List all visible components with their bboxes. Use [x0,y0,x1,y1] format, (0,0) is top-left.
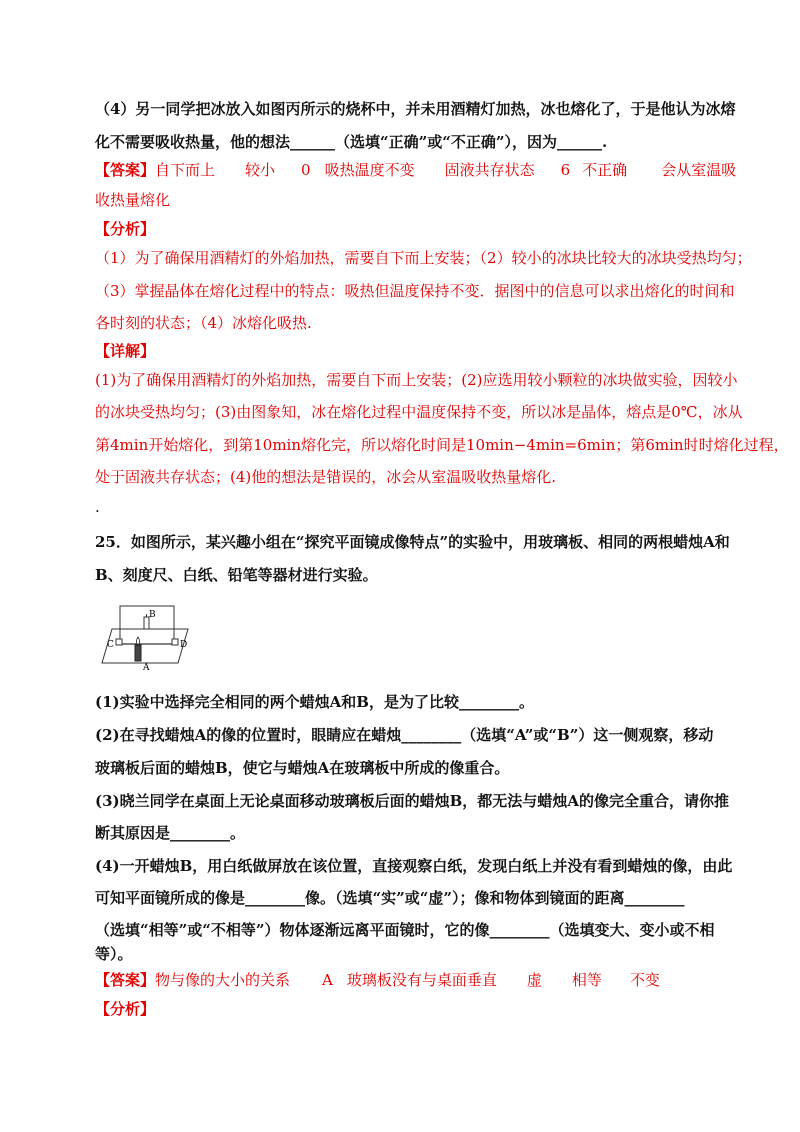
label-b: B [149,610,156,620]
answer-item: 相等 [571,971,602,989]
question-part: (4)一开蜡烛B，用白纸做屏放在该位置，直接观察白纸，发现白纸上并没有看到蜡烛的像，由此 [95,857,733,875]
flame-icon [137,637,140,645]
analysis-tag: 【分析】 [95,220,156,238]
answer-line [95,160,736,180]
question-part: 等）。 [95,945,133,963]
answer-item: 6 [560,161,571,179]
answer-continuation: 收热量熔化 [95,191,171,209]
question-part: (2)在寻找蜡烛A的像的位置时，眼睛应在蜡烛________（选填“A”或“B”）这一侧观察，移动 [95,726,714,744]
answer-item: 不正确 [582,161,628,179]
question-part: （选填“相等”或“不相等”）物体逐渐远离平面镜时，它的像________（选填变大、变小或不相 [95,921,715,939]
label-c: C [107,640,114,650]
question-stem: 25．如图所示，某兴趣小组在“探究平面镜成像特点”的实验中，用玻璃板、相同的两根蜡烛A和 [95,533,730,551]
question-text: （4）另一同学把冰放入如图丙所示的烧杯中，并未用酒精灯加热，冰也熔化了，于是他认为冰熔 [95,100,736,118]
answer-item: 不变 [629,971,660,989]
answer-item: 玻璃板没有与桌面垂直 [346,971,497,989]
question-part: 断其原因是________。 [95,824,246,842]
detail-tag: 【详解】 [95,342,156,360]
question-part: (3)晓兰同学在桌面上无论桌面移动玻璃板后面的蜡烛B，都无法与蜡烛A的像完全重合，请你推 [95,792,729,810]
answer-item: 固液共存状态 [444,161,535,179]
question-stem: B、刻度尺、白纸、铅笔等器材进行实验。 [95,566,378,584]
answer-tag: 【答案】 [95,161,156,179]
separator-dot: . [95,498,100,516]
answer-item: 0 [301,161,311,179]
mirror-experiment-figure [100,603,190,675]
answer-item: A [322,971,333,989]
detail-text: (1)为了确保用酒精灯的外焰加热，需要自下而上安装；(2)应选用较小颗粒的冰块做实验，因较小 [95,371,738,389]
analysis-text: （3）掌握晶体在熔化过程中的特点：吸热但温度保持不变．据图中的信息可以求出熔化的时间和 [95,282,735,300]
answer-item: 吸热温度不变 [324,161,415,179]
candle-a [135,645,141,661]
detail-text: 处于固液共存状态；(4)他的想法是错误的，冰会从室温吸收热量熔化. [95,468,557,486]
paper-outline [102,629,188,663]
detail-text: 第4min开始熔化，到第10min熔化完，所以熔化时间是10min−4min=6min；第6min时时熔化过程， [95,436,789,454]
label-a: A [143,663,150,673]
answer-item: 会从室温吸 [661,161,737,179]
answer-item: 较小 [245,161,276,179]
answer-item: 自下而上 [155,161,216,179]
question-part: (1)实验中选择完全相同的两个蜡烛A和B，是为了比较________。 [95,693,534,711]
detail-text: 的冰块受热均匀；(3)由图象知，冰在熔化过程中温度保持不变，所以冰是晶体，熔点是0℃，冰从 [95,403,743,421]
question-part: 可知平面镜所成的像是________像。（选填“实”或“虚”）；像和物体到镜面的距离________ [95,889,685,907]
analysis-text: （1）为了确保用酒精灯的外焰加热，需要自下而上安装；（2）较小的冰块比较大的冰块受热均匀； [95,249,752,267]
label-d: D [180,640,188,650]
answer-item: 物与像的大小的关系 [155,971,291,989]
question-part: 玻璃板后面的蜡烛B，使它与蜡烛A在玻璃板中所成的像重合。 [95,759,510,777]
analysis-tag: 【分析】 [95,1000,156,1018]
analysis-text: 各时刻的状态；（4）冰熔化吸热. [95,314,312,332]
question-text: 化不需要吸收热量，他的想法______（选填“正确”或“不正确”），因为______. [95,133,608,151]
answer-tag: 【答案】 [95,971,156,989]
answer-line [95,970,660,990]
answer-item: 虚 [526,971,542,989]
